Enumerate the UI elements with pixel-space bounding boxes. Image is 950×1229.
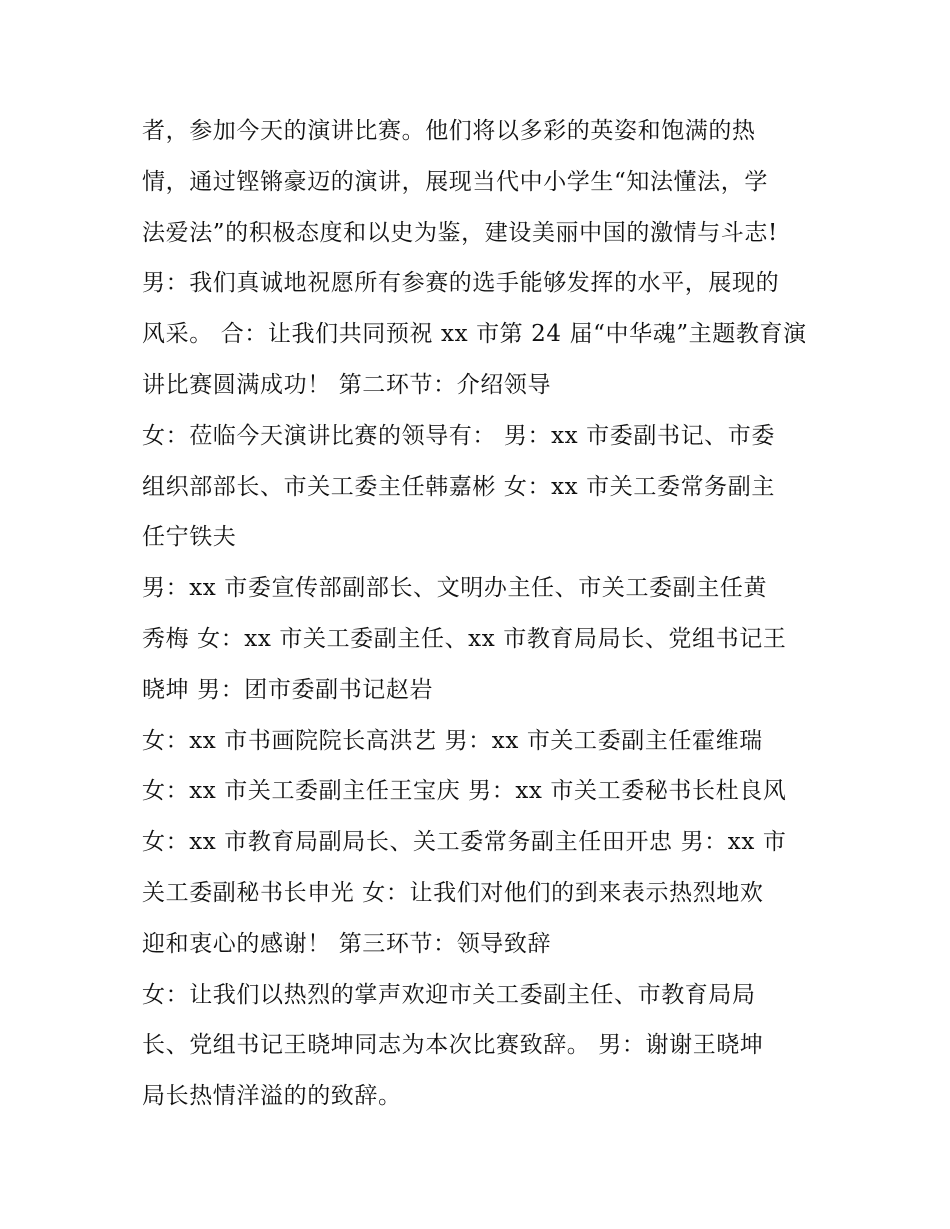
text-line: 男：我们真诚地祝愿所有参赛的选手能够发挥的水平，展现的: [142, 270, 780, 297]
text-line: 女：xx 市教育局副局长、关工委常务副主任田开忠 男：xx 市: [142, 829, 787, 856]
text-line: 晓坤 男：团市委副书记赵岩: [142, 676, 434, 703]
text-line: 情，通过铿锵豪迈的演讲，展现当代中小学生“知法懂法，学: [142, 168, 768, 195]
text-line: 任宁铁夫: [142, 524, 237, 551]
text-line: 讲比赛圆满成功！ 第二环节：介绍领导: [142, 371, 552, 398]
text-line: 秀梅 女：xx 市关工委副主任、xx 市教育局局长、党组书记王: [142, 625, 787, 652]
text-line: 局长热情洋溢的的致辞。: [142, 1083, 402, 1110]
text-line: 女：莅临今天演讲比赛的领导有： 男：xx 市委副书记、市委: [142, 422, 775, 449]
text-line: 迎和衷心的感谢！ 第三环节：领导致辞: [142, 930, 552, 957]
text-line: 男：xx 市委宣传部副部长、文明办主任、市关工委副主任黄: [142, 575, 768, 602]
text-line: 关工委副秘书长申光 女：让我们对他们的到来表示热烈地欢: [142, 879, 764, 906]
text-line: 长、党组书记王晓坤同志为本次比赛致辞。 男：谢谢王晓坤: [142, 1032, 764, 1059]
text-line: 法爱法”的积极态度和以史为鉴，建设美丽中国的激情与斗志!: [142, 219, 778, 246]
text-line: 女：xx 市书画院院长高洪艺 男：xx 市关工委副主任霍维瑞: [142, 727, 763, 754]
text-line: 者，参加今天的演讲比赛。他们将以多彩的英姿和饱满的热: [142, 118, 756, 144]
text-line: 组织部部长、市关工委主任韩嘉彬 女：xx 市关工委常务副主: [142, 473, 775, 500]
text-line: 女：xx 市关工委副主任王宝庆 男：xx 市关工委秘书长杜良风: [142, 778, 787, 805]
text-line: 风采。 合：让我们共同预祝 xx 市第 24 届“中华魂”主题教育演: [142, 321, 807, 348]
text-line: 女：让我们以热烈的掌声欢迎市关工委副主任、市教育局局: [142, 981, 756, 1008]
document-body: [142, 106, 822, 1122]
